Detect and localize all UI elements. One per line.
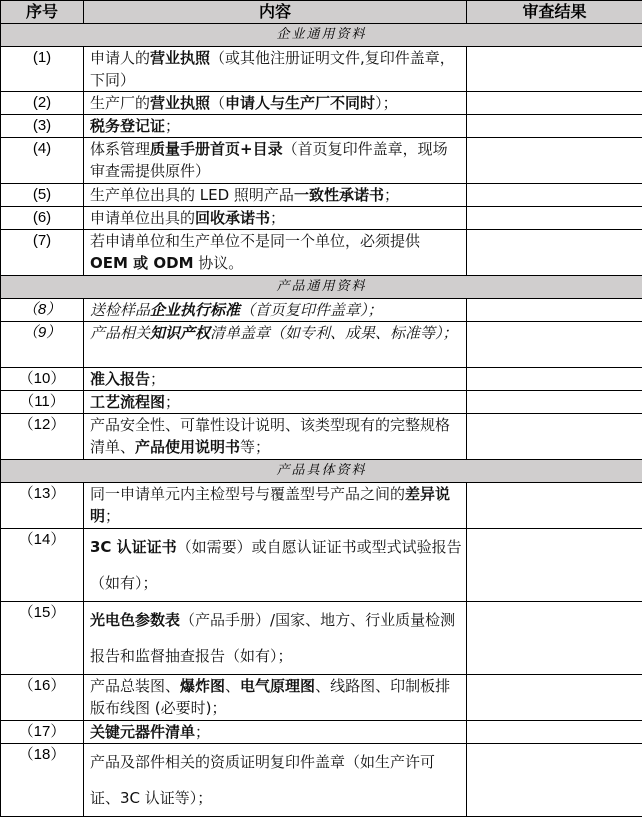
row-number: (5): [1, 184, 84, 207]
row-number: (7): [1, 230, 84, 276]
row-content: 送检样品企业执行标准（首页复印件盖章）；: [84, 299, 467, 322]
header-result: 审查结果: [467, 1, 642, 24]
header-no: 序号: [1, 1, 84, 24]
table-row: [1, 602, 642, 675]
section-title: 产品具体资料: [1, 460, 642, 483]
row-content: 体系管理质量手册首页+目录（首页复印件盖章，现场审查需提供原件）: [84, 138, 467, 184]
row-content: 3C 认证证书（如需要）或自愿认证证书或型式试验报告（如有）；: [84, 529, 467, 602]
table-row: [1, 483, 642, 529]
header-row: [1, 1, 642, 24]
review-result-cell[interactable]: [467, 322, 642, 368]
section-row: [1, 24, 642, 47]
review-result-cell[interactable]: [467, 184, 642, 207]
row-content: 税务登记证；: [84, 115, 467, 138]
table-row: [1, 744, 642, 817]
row-content: 产品安全性、可靠性设计说明、该类型现有的完整规格清单、产品使用说明书等；: [84, 414, 467, 460]
review-result-cell[interactable]: [467, 299, 642, 322]
review-result-cell[interactable]: [467, 721, 642, 744]
row-content: 产品总装图、爆炸图、电气原理图、线路图、印制板排版布线图 (必要时)；: [84, 675, 467, 721]
review-result-cell[interactable]: [467, 391, 642, 414]
row-content: 光电色参数表（产品手册）/国家、地方、行业质量检测报告和监督抽查报告（如有）；: [84, 602, 467, 675]
table-row: [1, 529, 642, 602]
row-number: (3): [1, 115, 84, 138]
row-number: （18）: [1, 744, 84, 817]
review-result-cell[interactable]: [467, 207, 642, 230]
table-row: [1, 92, 642, 115]
section-row: [1, 276, 642, 299]
table-row: [1, 675, 642, 721]
review-result-cell[interactable]: [467, 92, 642, 115]
review-result-cell[interactable]: [467, 47, 642, 92]
table-row: [1, 391, 642, 414]
row-number: (6): [1, 207, 84, 230]
review-result-cell[interactable]: [467, 230, 642, 276]
review-result-cell[interactable]: [467, 529, 642, 602]
table-row: [1, 184, 642, 207]
section-row: [1, 460, 642, 483]
row-content: 生产单位出具的 LED 照明产品一致性承诺书；: [84, 184, 467, 207]
row-number: （17）: [1, 721, 84, 744]
row-number: (4): [1, 138, 84, 184]
review-result-cell[interactable]: [467, 602, 642, 675]
row-content: 若申请单位和生产单位不是同一个单位，必须提供 OEM 或 ODM 协议。: [84, 230, 467, 276]
table-row: [1, 230, 642, 276]
row-number: （12）: [1, 414, 84, 460]
table-row: [1, 721, 642, 744]
row-number: （11）: [1, 391, 84, 414]
row-number: （14）: [1, 529, 84, 602]
row-number: （8）: [1, 299, 84, 322]
header-content: 内容: [84, 1, 467, 24]
row-content: 产品相关知识产权清单盖章（如专利、成果、标准等）；: [84, 322, 467, 368]
section-title: 产品通用资料: [1, 276, 642, 299]
row-content: 生产厂的营业执照（申请人与生产厂不同时）；: [84, 92, 467, 115]
review-result-cell[interactable]: [467, 138, 642, 184]
row-number: (1): [1, 47, 84, 92]
row-number: (2): [1, 92, 84, 115]
row-number: （9）: [1, 322, 84, 368]
table-row: [1, 47, 642, 92]
table-row: [1, 414, 642, 460]
row-content: 产品及部件相关的资质证明复印件盖章（如生产许可证、3C 认证等）；: [84, 744, 467, 817]
table-row: [1, 322, 642, 368]
row-content: 申请单位出具的回收承诺书；: [84, 207, 467, 230]
review-result-cell[interactable]: [467, 483, 642, 529]
table-row: [1, 115, 642, 138]
row-content: 申请人的营业执照（或其他注册证明文件,复印件盖章，下同）: [84, 47, 467, 92]
review-result-cell[interactable]: [467, 115, 642, 138]
table-row: [1, 207, 642, 230]
review-result-cell[interactable]: [467, 414, 642, 460]
row-number: （10）: [1, 368, 84, 391]
row-content: 准入报告；: [84, 368, 467, 391]
review-result-cell[interactable]: [467, 675, 642, 721]
row-content: 同一申请单元内主检型号与覆盖型号产品之间的差异说明；: [84, 483, 467, 529]
row-number: （16）: [1, 675, 84, 721]
table-row: [1, 368, 642, 391]
row-number: （15）: [1, 602, 84, 675]
review-result-cell[interactable]: [467, 744, 642, 817]
row-content: 关键元器件清单；: [84, 721, 467, 744]
section-title: 企业通用资料: [1, 24, 642, 47]
table-row: [1, 138, 642, 184]
review-result-cell[interactable]: [467, 368, 642, 391]
row-number: （13）: [1, 483, 84, 529]
table-row: [1, 299, 642, 322]
row-content: 工艺流程图；: [84, 391, 467, 414]
